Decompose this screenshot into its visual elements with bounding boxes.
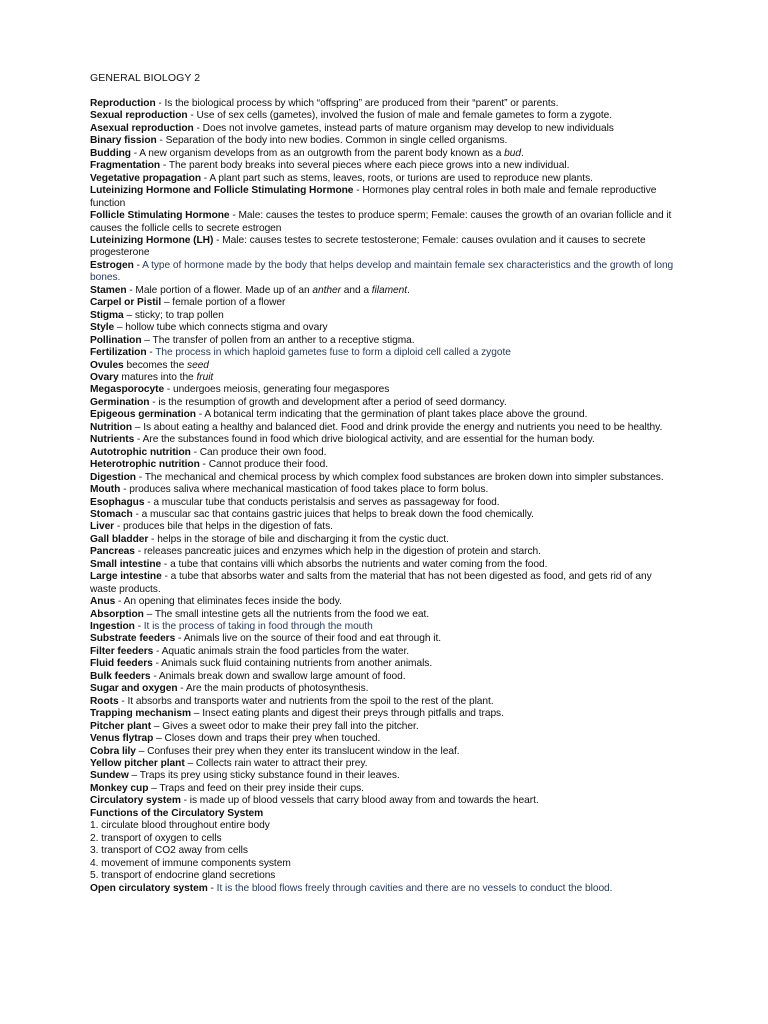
entry-separator: - <box>195 409 205 421</box>
entry-term: Anus <box>90 596 116 608</box>
glossary-entry <box>90 422 680 434</box>
glossary-entry <box>90 870 680 882</box>
glossary-entry <box>90 559 680 571</box>
entry-definition: a tube that absorbs water and salts from the material that has not been digested as food, and gets rid of any waste products. <box>90 571 652 595</box>
glossary-entry <box>90 447 680 459</box>
entry-term: Follicle Stimulating Hormone <box>90 210 230 222</box>
entry-separator: - <box>130 147 140 159</box>
entry-term: Liver <box>90 521 115 533</box>
entry-term: Budding <box>90 147 131 159</box>
glossary-entry <box>90 845 680 857</box>
entry-separator: – <box>132 421 144 433</box>
glossary-entry <box>90 621 680 633</box>
glossary-entry <box>90 497 680 509</box>
entry-definition: Male: causes testes to secrete testosterone; Female: causes ovulation and it causes to secrete progesterone <box>90 234 646 259</box>
glossary-entry <box>90 833 680 845</box>
glossary-entry <box>90 148 680 160</box>
entry-term: Filter feeders <box>90 645 154 657</box>
entry-term: Venus flytrap <box>90 733 154 745</box>
entry-emphasis: seed <box>187 359 209 371</box>
entry-list <box>90 98 680 895</box>
entry-definition: Animals suck fluid containing nutrients from another animals. <box>161 658 433 670</box>
glossary-entry <box>90 472 680 484</box>
entry-emphasis: anther <box>312 284 341 296</box>
glossary-entry <box>90 347 680 359</box>
glossary-entry <box>90 795 680 807</box>
entry-term: Luteinizing Hormone (LH) <box>90 234 214 246</box>
glossary-entry <box>90 135 680 147</box>
entry-definition: a muscular tube that conducts peristalsis and serves as passageway for food. <box>153 496 500 508</box>
entry-definition: Confuses their prey when they enter its translucent window in the leaf. <box>147 745 460 757</box>
glossary-entry <box>90 123 680 135</box>
glossary-entry <box>90 596 680 608</box>
entry-separator: - <box>187 110 197 122</box>
entry-term: Yellow pitcher plant <box>90 758 185 770</box>
entry-definition: Cannot produce their food. <box>208 459 329 471</box>
entry-term: Fluid feeders <box>90 658 153 670</box>
entry-separator: – <box>191 708 203 720</box>
entry-term: Estrogen <box>90 259 134 271</box>
glossary-entry <box>90 746 680 758</box>
entry-term: Germination <box>90 396 150 408</box>
entry-definition: 5. transport of endocrine gland secretions <box>90 870 276 882</box>
glossary-entry <box>90 310 680 322</box>
entry-separator: - <box>229 210 239 222</box>
entry-term: Asexual reproduction <box>90 122 194 134</box>
entry-separator: - <box>201 172 210 184</box>
glossary-entry <box>90 372 680 384</box>
entry-separator: – <box>151 720 163 732</box>
entry-definition: A botanical term indicating that the germination of plant takes place above the ground. <box>204 409 588 421</box>
entry-definition: female portion of a flower <box>172 297 286 309</box>
entry-separator: – <box>143 608 155 620</box>
entry-separator: - <box>161 571 171 583</box>
entry-term: Binary fission <box>90 135 157 147</box>
glossary-entry <box>90 484 680 496</box>
entry-separator: - <box>144 496 154 508</box>
entry-definition: It is the blood flows freely through cavities and there are no vessels to conduct the blood. <box>216 882 613 894</box>
entry-definition: sticky; to trap pollen <box>134 309 224 321</box>
entry-separator: - <box>155 98 165 109</box>
entry-definition: Are the main products of photosynthesis. <box>185 683 369 695</box>
glossary-entry <box>90 110 680 122</box>
entry-term: Functions of the Circulatory System <box>90 807 264 819</box>
glossary-entry <box>90 297 680 309</box>
entry-separator: - <box>353 185 363 197</box>
glossary-entry <box>90 808 680 820</box>
entry-separator: - <box>164 384 173 396</box>
entry-definition: Traps its prey using sticky substance found in their leaves. <box>139 770 400 782</box>
glossary-entry <box>90 571 680 596</box>
glossary-entry <box>90 260 680 285</box>
glossary-entry <box>90 683 680 695</box>
glossary-entry <box>90 459 680 471</box>
entry-definition: 2. transport of oxygen to cells <box>90 832 222 844</box>
entry-definition: A type of hormone made by the body that helps develop and maintain female sex characteristics and the growth of long bones. <box>90 259 674 284</box>
glossary-entry <box>90 820 680 832</box>
entry-term: Stamen <box>90 284 127 296</box>
glossary-entry <box>90 609 680 621</box>
entry-separator: – <box>123 309 135 321</box>
entry-definition: produces bile that helps in the digestion of fats. <box>123 521 333 533</box>
entry-term: Fertilization <box>90 347 147 359</box>
entry-definition: Gives a sweet odor to make their prey fall into the pitcher. <box>162 720 419 732</box>
glossary-entry <box>90 210 680 235</box>
glossary-entry <box>90 173 680 185</box>
entry-term: Epigeous germination <box>90 409 196 421</box>
glossary-entry <box>90 770 680 782</box>
entry-separator: - <box>134 546 144 558</box>
entry-term: Ingestion <box>90 621 135 633</box>
entry-separator: - <box>146 347 156 359</box>
document-title: GENERAL BIOLOGY 2 <box>90 72 201 84</box>
entry-separator: - <box>213 234 223 246</box>
entry-separator: - <box>207 882 217 894</box>
entry-separator: – <box>135 745 148 757</box>
entry-separator: – <box>184 758 196 770</box>
entry-emphasis: bud <box>504 147 521 159</box>
entry-separator: - <box>156 135 166 147</box>
entry-term: Substrate feeders <box>90 633 176 645</box>
entry-definition: is made up of blood vessels that carry blood away from and towards the heart. <box>189 795 539 807</box>
entry-definition: Animals break down and swallow large amount of food. <box>158 670 406 682</box>
entry-term: Digestion <box>90 471 136 483</box>
entry-separator: - <box>120 484 130 496</box>
entry-term: Sundew <box>90 770 129 782</box>
entry-separator: - <box>180 795 190 807</box>
entry-definition: Male: causes the testes to produce sperm; Female: causes the growth of an ovarian follicle and it causes the follicle cells to secrete estrogen <box>90 210 672 234</box>
glossary-entry <box>90 783 680 795</box>
entry-term: Luteinizing Hormone and Follicle Stimulating Hormone <box>90 185 354 197</box>
entry-separator: - <box>126 284 136 296</box>
entry-definition: A new organism develops from as an outgrowth from the parent body known as a <box>139 147 505 159</box>
entry-term: Bulk feeders <box>90 670 151 682</box>
entry-definition: produces saliva where mechanical mastication of food takes place to form bolus. <box>129 484 489 496</box>
glossary-entry <box>90 98 680 110</box>
entry-term: Reproduction <box>90 98 156 109</box>
glossary-entry <box>90 285 680 297</box>
glossary-entry <box>90 185 680 210</box>
entry-definition: It is the process of taking in food through the mouth <box>143 621 373 633</box>
entry-separator: - <box>193 122 203 134</box>
entry-term: Sugar and oxygen <box>90 683 178 695</box>
entry-term: Sexual reproduction <box>90 110 188 122</box>
entry-emphasis: fruit <box>196 371 214 383</box>
entry-term: Pancreas <box>90 546 135 558</box>
entry-separator: – <box>141 334 153 346</box>
entry-separator: - <box>190 446 200 458</box>
entry-separator: – <box>161 297 173 309</box>
glossary-entry <box>90 633 680 645</box>
entry-term: Megasporocyte <box>90 384 165 396</box>
entry-separator: - <box>175 633 184 645</box>
glossary-entry <box>90 708 680 720</box>
glossary-entry <box>90 733 680 745</box>
entry-definition: The mechanical and chemical process by which complex food substances are broken down into simpler substances. <box>144 471 664 483</box>
entry-term: Stomach <box>90 508 133 520</box>
entry-term: Ovary <box>90 371 119 383</box>
entry-separator: - <box>160 160 169 172</box>
entry-term: Vegetative propagation <box>90 172 201 184</box>
glossary-entry <box>90 858 680 870</box>
entry-definition: An opening that eliminates feces inside the body. <box>123 596 342 608</box>
entry-definition: Is about eating a healthy and balanced diet. Food and drink provide the energy and nutrients you need to be healthy. <box>143 421 663 433</box>
entry-definition: The small intestine gets all the nutrients from the food we eat. <box>154 608 430 620</box>
glossary-entry <box>90 235 680 260</box>
entry-separator: - <box>134 434 143 446</box>
entry-separator: - <box>161 558 171 570</box>
entry-definition: Closes down and traps their prey when touched. <box>164 733 381 745</box>
entry-separator: - <box>114 521 124 533</box>
glossary-entry <box>90 360 680 372</box>
entry-term: Roots <box>90 695 119 707</box>
entry-separator: - <box>150 670 159 682</box>
document-page <box>90 72 680 895</box>
entry-definition: Aquatic animals strain the food particles from the water. <box>161 645 410 657</box>
glossary-entry <box>90 160 680 172</box>
entry-definition: is the resumption of growth and development after a period of seed dormancy. <box>158 396 507 408</box>
entry-term: Open circulatory system <box>90 882 208 894</box>
entry-definition: Separation of the body into new bodies. Common in single celled organisms. <box>165 135 508 147</box>
entry-definition: Traps and feed on their prey inside their cups. <box>159 782 364 794</box>
glossary-entry <box>90 409 680 421</box>
entry-definition: Animals live on the source of their food and eat through it. <box>183 633 442 645</box>
entry-definition: It absorbs and transports water and nutrients from the spoil to the rest of the plant. <box>127 695 494 707</box>
entry-term: Ovules <box>90 359 124 371</box>
glossary-entry <box>90 883 680 895</box>
entry-definition: Insect eating plants and digest their preys through pitfalls and traps. <box>202 708 504 720</box>
entry-definition: Use of sex cells (gametes), involved the fusion of male and female gametes to form a zygote. <box>196 110 613 122</box>
entry-definition: helps in the storage of bile and discharging it from the cystic duct. <box>157 533 449 545</box>
entry-term: Nutrition <box>90 421 132 433</box>
entry-definition: undergoes meiosis, generating four megaspores <box>173 384 390 396</box>
entry-definition: 1. circulate blood throughout entire body <box>90 820 270 832</box>
entry-term: Nutrients <box>90 434 135 446</box>
glossary-entry <box>90 546 680 558</box>
entry-term: Absorption <box>90 608 144 620</box>
glossary-entry <box>90 397 680 409</box>
glossary-entry <box>90 322 680 334</box>
glossary-entry <box>90 384 680 396</box>
entry-term: Pitcher plant <box>90 720 152 732</box>
entry-term: Pollination <box>90 334 142 346</box>
entry-separator: – <box>114 322 126 334</box>
entry-definition: Does not involve gametes, instead parts of mature organism may develop to new individuals <box>202 122 614 134</box>
glossary-entry <box>90 658 680 670</box>
entry-definition-tail: . <box>407 284 410 296</box>
entry-term: Style <box>90 322 115 334</box>
entry-term: Stigma <box>90 309 124 321</box>
glossary-entry <box>90 758 680 770</box>
entry-term: Heterotrophic nutrition <box>90 459 200 471</box>
entry-term: Large intestine <box>90 571 162 583</box>
entry-separator: – <box>128 770 140 782</box>
entry-definition: a tube that contains villi which absorbs the nutrients and water coming from the food. <box>170 558 548 570</box>
glossary-entry <box>90 696 680 708</box>
entry-separator: - <box>149 396 159 408</box>
entry-separator: - <box>118 695 128 707</box>
entry-term: Monkey cup <box>90 782 149 794</box>
entry-definition: a muscular sac that contains gastric juices that helps to break down the food chemically. <box>141 508 534 520</box>
entry-separator: - <box>153 645 162 657</box>
entry-separator: - <box>152 658 162 670</box>
entry-definition: becomes the <box>126 359 188 371</box>
entry-term: Trapping mechanism <box>90 708 191 720</box>
entry-definition: Male portion of a flower. Made up of an <box>135 284 313 296</box>
entry-separator: – <box>153 733 165 745</box>
entry-separator: - <box>135 471 145 483</box>
entry-term: Gall bladder <box>90 533 149 545</box>
glossary-entry <box>90 521 680 533</box>
entry-term: Small intestine <box>90 558 162 570</box>
entry-separator: - <box>115 596 124 608</box>
entry-definition-continued: and a <box>340 284 372 296</box>
entry-definition: Is the biological process by which “offspring” are produced from their “parent” or parents. <box>164 98 559 109</box>
entry-separator: - <box>148 533 158 545</box>
glossary-entry <box>90 646 680 658</box>
entry-definition: 4. movement of immune components system <box>90 857 291 869</box>
entry-definition: releases pancreatic juices and enzymes which help in the digestion of protein and starch. <box>143 546 541 558</box>
entry-definition-tail: . <box>520 147 524 159</box>
glossary-entry <box>90 434 680 446</box>
entry-term: Carpel or Pistil <box>90 297 162 309</box>
glossary-entry <box>90 509 680 521</box>
entry-definition: Are the substances found in food which drive biological activity, and are essential for the human body. <box>142 434 595 446</box>
entry-definition: Hormones play central roles in both male and female reproductive function <box>90 185 657 209</box>
entry-definition: Collects rain water to attract their prey. <box>195 758 368 770</box>
entry-term: Circulatory system <box>90 795 181 807</box>
glossary-entry <box>90 721 680 733</box>
entry-term: Autotrophic nutrition <box>90 446 191 458</box>
glossary-entry <box>90 671 680 683</box>
entry-term: Mouth <box>90 484 121 496</box>
entry-separator: - <box>132 508 142 520</box>
entry-separator: - <box>199 459 209 471</box>
entry-term: Fragmentation <box>90 160 161 172</box>
glossary-entry <box>90 335 680 347</box>
entry-definition: hollow tube which connects stigma and ovary <box>125 322 328 334</box>
entry-definition: The parent body breaks into several pieces where each piece grows into a new individual. <box>168 160 570 172</box>
entry-definition: A plant part such as stems, leaves, roots, or turions are used to reproduce new plants. <box>209 172 593 184</box>
glossary-entry <box>90 534 680 546</box>
entry-definition: Can produce their own food. <box>199 446 327 458</box>
entry-separator: - <box>177 683 186 695</box>
entry-definition: matures into the <box>121 371 197 383</box>
entry-definition: 3. transport of CO2 away from cells <box>90 845 248 857</box>
entry-definition: The process in which haploid gametes fuse to form a diploid cell called a zygote <box>155 347 511 359</box>
entry-separator: - <box>134 621 144 633</box>
entry-separator: – <box>148 782 160 794</box>
entry-term: Cobra lily <box>90 745 136 757</box>
entry-definition: The transfer of pollen from an anther to a receptive stigma. <box>152 334 415 346</box>
entry-term: Esophagus <box>90 496 145 508</box>
entry-emphasis-2: filament <box>371 284 408 296</box>
entry-separator: - <box>133 259 143 271</box>
